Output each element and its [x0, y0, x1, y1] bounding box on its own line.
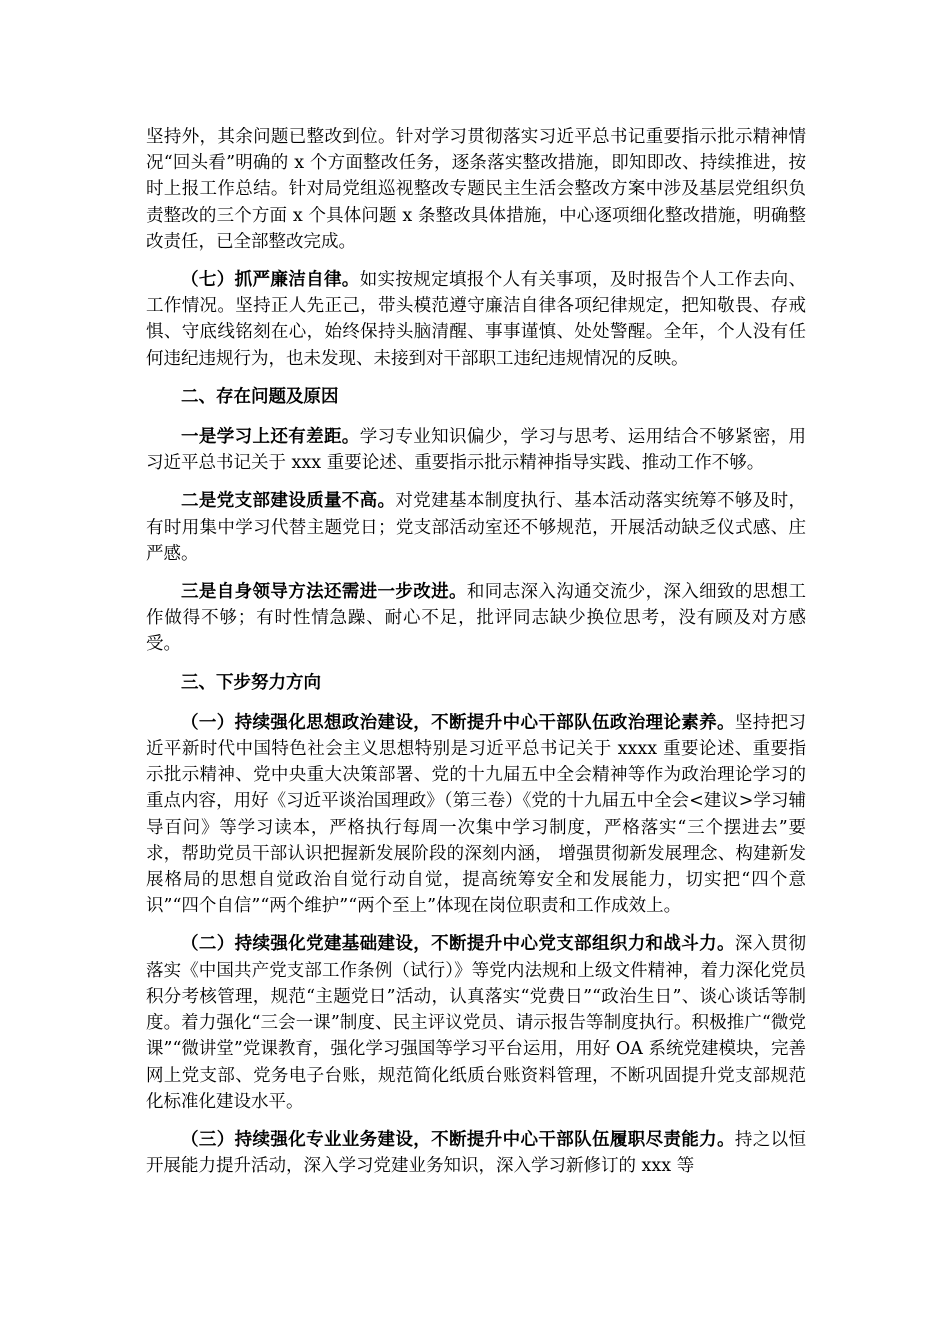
section-heading-next-steps: 三、下步努力方向	[181, 672, 321, 693]
paragraph-text: 对党建基本制度执行、基本活动落实统筹不够及时，有时用集中学习代替主题党日；党支部活动室还不够规范，开展活动缺乏仪式感、庄严感。	[146, 491, 807, 564]
paragraph-next-professional	[146, 1127, 806, 1179]
paragraph-next-party-building	[146, 931, 806, 1114]
paragraph-lead: （三）持续强化专业业务建设，不断提升中心干部队伍履职尽责能力。	[181, 1129, 735, 1150]
paragraph-lead: （二）持续强化党建基础建设，不断提升中心党支部组织力和战斗力。	[181, 934, 735, 955]
paragraph-text: 如实按规定填报个人有关事项，及时报告个人工作去向、工作情况。坚持正人先正己，带头模范遵守廉洁自律各项纪律规定，把知敬畏、存戒惧、守底线铭刻在心，始终保持头脑清醒、事事谨慎、处处警醒。全年，个人没有任何违纪违规行为，也未发现、未接到对干部职工违纪违规情况的反映。	[146, 270, 807, 369]
paragraph-lead: （七）抓严廉洁自律。	[181, 270, 360, 291]
paragraph-lead: （一）持续强化思想政治建设，不断提升中心干部队伍政治理论素养。	[181, 712, 735, 733]
paragraph-problem-branch	[146, 488, 806, 567]
paragraph-text: 和同志深入沟通交流少，深入细致的思想工作做得不够；有时性情急躁、耐心不足，批评同志缺少换位思考，没有顾及对方感受。	[146, 582, 807, 655]
paragraph-lead: 二是党支部建设质量不高。	[181, 491, 396, 512]
paragraph-continuation: 坚持外，其余问题已整改到位。针对学习贯彻落实习近平总书记重要指示批示精神情况“回头看”明确的 x 个方面整改任务，逐条落实整改措施，即知即改、持续推进，按时上报工作总结。针对局党组巡视整改专题民主生活会整改方案中涉及基层党组织负责整改的三个方面 x 个具体问题 x 条整改具体措施，中心逐项细化整改措施，明确整改责任，已全部整改完成。	[146, 127, 806, 252]
paragraph-self-discipline	[146, 267, 806, 372]
paragraph-text: 深入贯彻落实《中国共产党支部工作条例（试行）》等党内法规和上级文件精神，着力深化党员积分考核管理，规范“主题党日”活动，认真落实“党费日”“政治生日”、谈心谈话等制度。着力强化“三会一课”制度、民主评议党员、请示报告等制度执行。积极推广“微党课”“微讲堂”党课教育，强化学习强国等学习平台运用，用好 OA 系统党建模块，完善网上党支部、党务电子台账，规范简化纸质台账资料管理，不断巩固提升党支部规范化标准化建设水平。	[146, 934, 807, 1112]
paragraph-problem-study	[146, 424, 806, 476]
paragraph-text: 持之以恒开展能力提升活动，深入学习党建业务知识，深入学习新修订的 xxx 等	[146, 1129, 807, 1177]
paragraph-text: 学习专业知识偏少，学习与思考、运用结合不够紧密，用习近平总书记关于 xxx 重要论述、重要指示批示精神指导实践、推动工作不够。	[146, 427, 807, 474]
paragraph-lead: 一是学习上还有差距。	[181, 427, 360, 448]
paragraph-lead: 三是自身领导方法还需进一步改进。	[181, 582, 467, 603]
paragraph-next-ideology	[146, 710, 806, 920]
section-heading-problems: 二、存在问题及原因	[181, 386, 339, 407]
document-body	[146, 124, 806, 1191]
paragraph-problem-leadership	[146, 579, 806, 658]
paragraph-text: 坚持把习近平新时代中国特色社会主义思想特别是习近平总书记关于 xxxx 重要论述、重要指示批示精神、党中央重大决策部署、党的十九届五中全会精神等作为政治理论学习的重点内容，用好《习近平谈治国理政》（第三卷）《党的十九届五中全会<建议>学习辅导百问》等学习读本，严格执行每周一次集中学习制度，严格落实“三个摆进去”要求，帮助党员干部认识把握新发展阶段的深刻内涵， 增强贯彻新发展理念、构建新发展格局的思想自觉政治自觉行动自觉，提高统筹安全和发展能力，切实把“四个意识”“四个自信”“两个维护”“两个至上”体现在岗位职责和工作成效上。	[146, 712, 807, 917]
